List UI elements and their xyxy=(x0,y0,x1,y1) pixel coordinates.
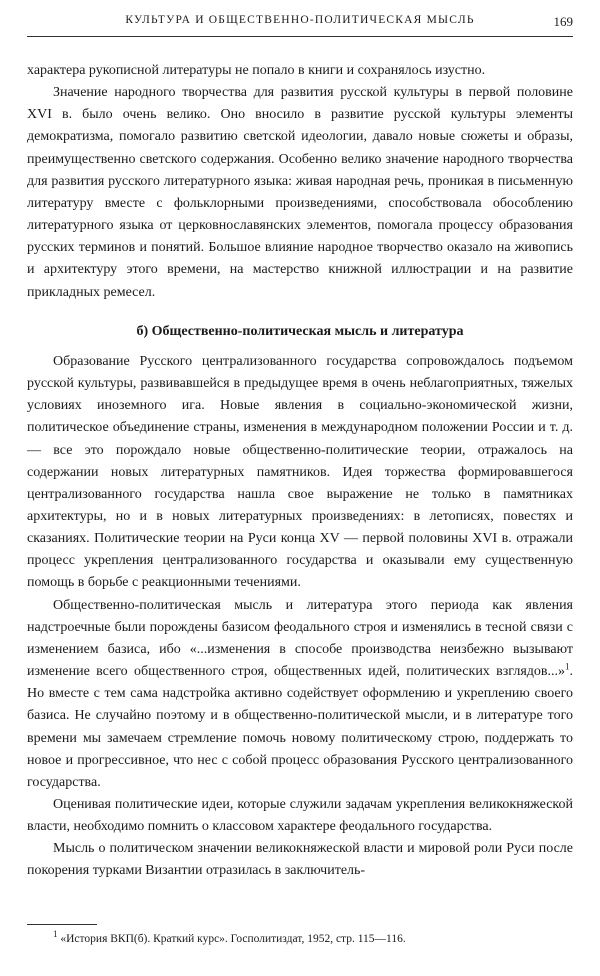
main-text xyxy=(27,60,573,883)
paragraph-superstructure-part-2: . Но вместе с тем сама надстройка активно содействует оформлению и укреплению своего базиса. Не случайно поэтому и в общественно-политической мысли, и в литературе того времени мы замечаем стремление помочь новому политическому строю, поддержать то новое и прогрессивное, что нес с собой процесс образования Русского централизованного государства. xyxy=(27,664,573,790)
running-header xyxy=(27,10,573,37)
footnote-marker: 1 xyxy=(53,929,58,940)
footnote-divider xyxy=(27,924,97,925)
running-title: КУЛЬТУРА И ОБЩЕСТВЕННО-ПОЛИТИЧЕСКАЯ МЫСЛЬ xyxy=(125,14,475,26)
footnote-reference[interactable]: 1 xyxy=(565,661,570,672)
paragraph-continuation: характера рукописной литературы не попало в книги и сохранялось изустно. xyxy=(27,63,486,78)
footnote xyxy=(27,931,573,947)
paragraph-superstructure xyxy=(27,595,573,794)
paragraph-political-ideas: Оценивая политические идеи, которые служили задачам укрепления великокняжеской власти, необходимо помнить о классовом характере феодального государства. xyxy=(27,797,573,835)
footnote-text: «История ВКП(б). Краткий курс». Госполитиздат, 1952, стр. 115—116. xyxy=(57,933,406,945)
section-heading: б) Общественно-политическая мысль и литература xyxy=(136,323,464,339)
paragraph-centralized-state: Образование Русского централизованного государства сопровождалось подъемом русской культуры, развивавшейся в предыдущее время в очень неблагоприятных, тяжелых условиях иноземного ига. Новые явления в социально-экономической жизни, политическое объединение страны, изменения в международном положении России и т. д.— все это порождало новые общественно-политические теории, отражалось на содержании новых литературных памятников. Идея торжества формировавшегося централизованного государства нашла свое выражение не только в памятниках архитектуры, но и в новых литературных произведениях: в летописях, повестях и сказаниях. Политические теории на Руси конца XV — первой половины XVI в. отражали процесс укрепления централизованного государства и оказывали ему существенную помощь в борьбе с реакционными течениями. xyxy=(27,353,573,591)
page-number: 169 xyxy=(553,14,573,29)
paragraph-world-role: Мысль о политическом значении великокняжеской власти и мировой роли Руси после покорения турками Византии отразилась в заключитель- xyxy=(27,841,573,879)
paragraph-folk-art: Значение народного творчества для развития русской культуры в первой половине XVI в. было очень велико. Оно вносило в развитие русской культуры элементы демократизма, помогало развитию светской идеологии, давало новые сюжеты и образы, преимущественно светского содержания. Особенно велико значение народного творчества для развития русского литературного языка: живая народная речь, проникая в письменную литературу вместе с фольклорными произведениями, способствовала обособлению литературного языка от церковнославянских элементов, помогала процессу образования русских терминов и понятий. Большое влияние народное творчество оказало на живопись и архитектуру этого времени, на мастерство книжной иллюстрации и на развитие прикладных ремесел. xyxy=(27,85,573,300)
paragraph-superstructure-part-1: Общественно-политическая мысль и литература этого периода как явления надстроечные были порождены базисом феодального строя и изменялись в тесной связи с изменением базиса, ибо «...изменения в способе производства неизбежно вызывают изменение всего общественного строя, общественных идей, политических взглядов...» xyxy=(27,597,573,680)
